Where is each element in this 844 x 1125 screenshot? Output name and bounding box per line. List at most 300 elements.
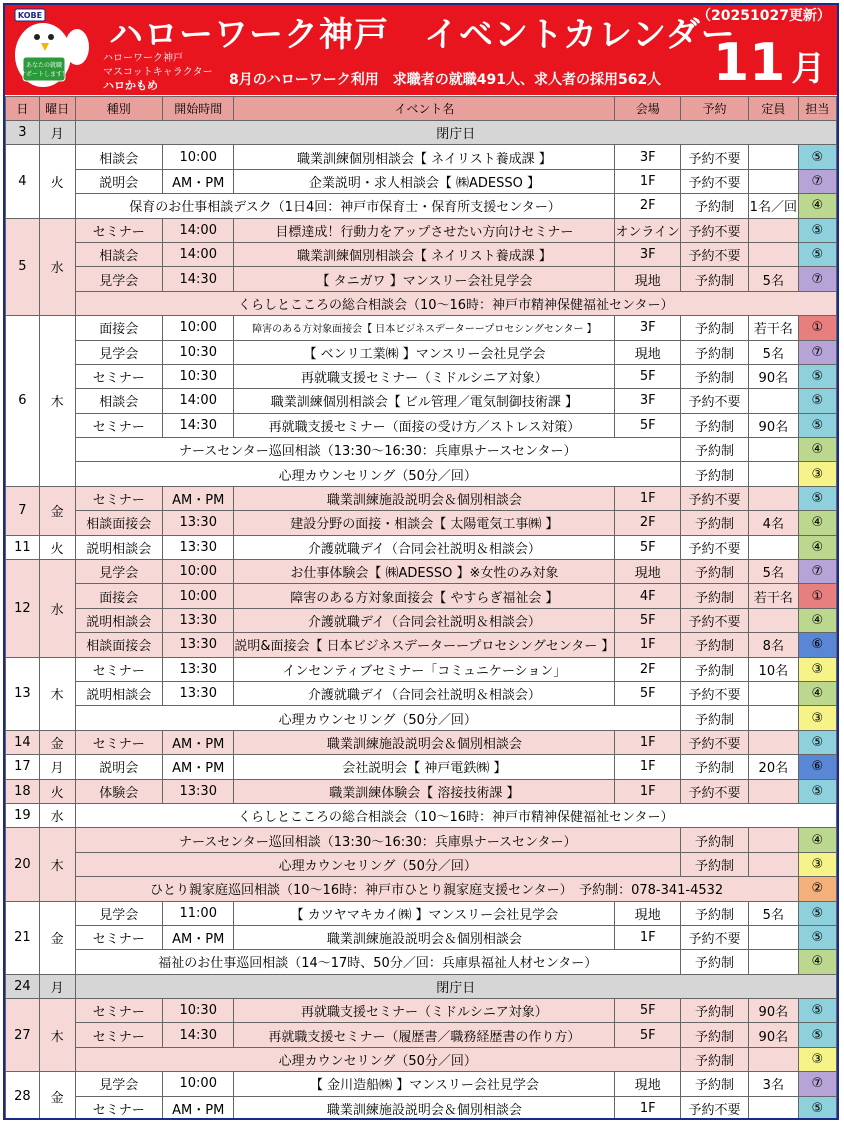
- capacity-cell: 5名: [748, 267, 798, 291]
- capacity-cell: 90名: [748, 413, 798, 437]
- staff-cell: ③: [798, 1047, 836, 1071]
- event-name-cell: 再就職支援セミナー（ミドルシニア対象）: [234, 364, 615, 388]
- table-row: [6, 1047, 837, 1071]
- type-cell: 相談面接会: [75, 511, 163, 535]
- event-name-cell: インセンティブセミナー「コミュニケーション」: [234, 657, 615, 681]
- month-number: 11: [713, 33, 786, 93]
- column-header: 開始時間: [163, 97, 234, 121]
- venue-cell: 5F: [615, 364, 681, 388]
- day-cell: 21: [6, 901, 40, 974]
- capacity-cell: [748, 730, 798, 754]
- table-row: [6, 218, 837, 242]
- weekday-cell: 木: [39, 316, 75, 487]
- start-time-cell: AM・PM: [163, 925, 234, 949]
- type-cell: 見学会: [75, 1072, 163, 1096]
- start-time-cell: 14:00: [163, 218, 234, 242]
- capacity-cell: [748, 218, 798, 242]
- day-cell: 7: [6, 486, 40, 535]
- start-time-cell: 13:30: [163, 608, 234, 632]
- capacity-cell: 90名: [748, 999, 798, 1023]
- event-name-cell: 目標達成！行動力をアップさせたい方向けセミナー: [234, 218, 615, 242]
- capacity-cell: [748, 779, 798, 803]
- staff-cell: ⑤: [798, 389, 836, 413]
- page-title: ハローワーク神戸 イベントカレンダー: [109, 15, 736, 55]
- event-name-cell: 【 ベンリ工業㈱ 】マンスリー会社見学会: [234, 340, 615, 364]
- day-cell: 12: [6, 560, 40, 658]
- table-row: [6, 1072, 837, 1096]
- venue-cell: 5F: [615, 1023, 681, 1047]
- header-office-name: ハローワーク神戸: [103, 53, 183, 64]
- reservation-cell: 予約不要: [681, 779, 749, 803]
- column-header: 種別: [75, 97, 163, 121]
- table-row: [6, 1023, 837, 1047]
- table-row: [6, 267, 837, 291]
- day-cell: 17: [6, 755, 40, 779]
- table-row: [6, 755, 837, 779]
- staff-cell: ⑦: [798, 340, 836, 364]
- venue-cell: 現地: [615, 267, 681, 291]
- start-time-cell: AM・PM: [163, 730, 234, 754]
- reservation-cell: 予約制: [681, 633, 749, 657]
- table-row: [6, 950, 837, 974]
- capacity-cell: [748, 1096, 798, 1120]
- staff-cell: ⑤: [798, 730, 836, 754]
- venue-cell: 現地: [615, 560, 681, 584]
- type-cell: セミナー: [75, 413, 163, 437]
- staff-cell: ③: [798, 706, 836, 730]
- table-row: [6, 121, 837, 145]
- start-time-cell: 10:00: [163, 560, 234, 584]
- table-row: [6, 901, 837, 925]
- venue-cell: 2F: [615, 657, 681, 681]
- staff-cell: ②: [798, 877, 836, 901]
- venue-cell: 5F: [615, 535, 681, 559]
- staff-cell: ①: [798, 584, 836, 608]
- table-row: [6, 974, 837, 998]
- reservation-cell: 予約不要: [681, 242, 749, 266]
- type-cell: 見学会: [75, 560, 163, 584]
- event-name-cell: お仕事体験会【 ㈱ADESSO 】※女性のみ対象: [234, 560, 615, 584]
- staff-cell: ⑤: [798, 901, 836, 925]
- capacity-cell: [748, 608, 798, 632]
- weekday-cell: 木: [39, 657, 75, 730]
- event-name-cell: ひとり親家庭巡回相談（10～16時：神戸市ひとり親家庭支援センター） 予約制：078-341-4532: [75, 877, 798, 901]
- reservation-cell: 予約制: [681, 340, 749, 364]
- event-name-cell: 介護就職デイ（合同会社説明＆相談会）: [234, 608, 615, 632]
- event-name-cell: 【 金川造船㈱ 】マンスリー会社見学会: [234, 1072, 615, 1096]
- type-cell: セミナー: [75, 730, 163, 754]
- capacity-cell: [748, 169, 798, 193]
- venue-cell: 1F: [615, 779, 681, 803]
- type-cell: セミナー: [75, 218, 163, 242]
- event-name-cell: 職業訓練体験会【 溶接技術課 】: [234, 779, 615, 803]
- event-name-cell: 障害のある方対象面接会【 やすらぎ福祉会 】: [234, 584, 615, 608]
- type-cell: 相談会: [75, 389, 163, 413]
- start-time-cell: AM・PM: [163, 486, 234, 510]
- staff-cell: ⑤: [798, 242, 836, 266]
- column-header: 担当: [798, 97, 836, 121]
- type-cell: 面接会: [75, 584, 163, 608]
- event-name-cell: 職業訓練施設説明会＆個別相談会: [234, 730, 615, 754]
- event-name-cell: 再就職支援セミナー（面接の受け方／ストレス対策）: [234, 413, 615, 437]
- day-cell: 20: [6, 828, 40, 901]
- reservation-cell: 予約制: [681, 999, 749, 1023]
- column-header: 曜日: [39, 97, 75, 121]
- capacity-cell: [748, 828, 798, 852]
- capacity-cell: [748, 486, 798, 510]
- capacity-cell: 20名: [748, 755, 798, 779]
- capacity-cell: 若干名: [748, 316, 798, 340]
- start-time-cell: 10:00: [163, 145, 234, 169]
- table-row: [6, 340, 837, 364]
- venue-cell: 3F: [615, 389, 681, 413]
- venue-cell: 3F: [615, 316, 681, 340]
- event-name-cell: ナースセンター巡回相談（13:30～16:30：兵庫県ナースセンター）: [75, 828, 681, 852]
- staff-cell: ⑤: [798, 999, 836, 1023]
- weekday-cell: 月: [39, 974, 75, 998]
- capacity-cell: 10名: [748, 657, 798, 681]
- staff-cell: ⑤: [798, 218, 836, 242]
- table-row: [6, 364, 837, 388]
- table-row: [6, 584, 837, 608]
- weekday-cell: 水: [39, 560, 75, 658]
- start-time-cell: AM・PM: [163, 169, 234, 193]
- capacity-cell: 1名／回: [748, 194, 798, 218]
- start-time-cell: 13:30: [163, 511, 234, 535]
- start-time-cell: 13:30: [163, 633, 234, 657]
- event-name-cell: 心理カウンセリング（50分／回）: [75, 462, 681, 486]
- type-cell: セミナー: [75, 999, 163, 1023]
- event-name-cell: 福祉のお仕事巡回相談（14～17時、50分／回：兵庫県福祉人材センター）: [75, 950, 681, 974]
- venue-cell: 2F: [615, 194, 681, 218]
- reservation-cell: 予約制: [681, 755, 749, 779]
- capacity-cell: 4名: [748, 511, 798, 535]
- reservation-cell: 予約制: [681, 511, 749, 535]
- weekday-cell: 木: [39, 828, 75, 901]
- updated-date: （20251027更新）: [697, 8, 831, 24]
- table-row: [6, 535, 837, 559]
- staff-cell: ⑤: [798, 486, 836, 510]
- reservation-cell: 予約制: [681, 194, 749, 218]
- reservation-cell: 予約制: [681, 364, 749, 388]
- reservation-cell: 予約制: [681, 560, 749, 584]
- reservation-cell: 予約制: [681, 657, 749, 681]
- weekday-cell: 金: [39, 730, 75, 754]
- weekday-cell: 木: [39, 999, 75, 1072]
- start-time-cell: 14:30: [163, 267, 234, 291]
- type-cell: 説明会: [75, 169, 163, 193]
- start-time-cell: 14:00: [163, 242, 234, 266]
- table-row: [6, 462, 837, 486]
- event-name-cell: 職業訓練施設説明会＆個別相談会: [234, 486, 615, 510]
- type-cell: 相談面接会: [75, 633, 163, 657]
- venue-cell: オンライン: [615, 218, 681, 242]
- staff-cell: ③: [798, 657, 836, 681]
- capacity-cell: 5名: [748, 340, 798, 364]
- type-cell: 見学会: [75, 340, 163, 364]
- day-cell: 19: [6, 803, 40, 827]
- day-cell: 4: [6, 145, 40, 218]
- table-row: [6, 560, 837, 584]
- reservation-cell: 予約不要: [681, 535, 749, 559]
- start-time-cell: 13:30: [163, 681, 234, 705]
- column-header: 日: [6, 97, 40, 121]
- capacity-cell: 90名: [748, 364, 798, 388]
- type-cell: セミナー: [75, 486, 163, 510]
- column-header: 会場: [615, 97, 681, 121]
- table-row: [6, 852, 837, 876]
- staff-cell: ③: [798, 852, 836, 876]
- svg-text:あなたの就職: あなたの就職: [25, 62, 63, 69]
- day-cell: 3: [6, 121, 40, 145]
- staff-cell: ④: [798, 681, 836, 705]
- type-cell: セミナー: [75, 925, 163, 949]
- reservation-cell: 予約制: [681, 1047, 749, 1071]
- reservation-cell: 予約不要: [681, 925, 749, 949]
- table-row: [6, 828, 837, 852]
- table-row: [6, 194, 837, 218]
- reservation-cell: 予約制: [681, 706, 749, 730]
- type-cell: 説明相談会: [75, 608, 163, 632]
- staff-cell: ⑦: [798, 267, 836, 291]
- reservation-cell: 予約不要: [681, 1096, 749, 1120]
- reservation-cell: 予約制: [681, 438, 749, 462]
- event-name-cell: 職業訓練個別相談会【 ネイリスト養成課 】: [234, 242, 615, 266]
- weekday-cell: 金: [39, 1072, 75, 1120]
- staff-cell: ⑤: [798, 364, 836, 388]
- weekday-cell: 月: [39, 121, 75, 145]
- venue-cell: 現地: [615, 340, 681, 364]
- table-row: [6, 438, 837, 462]
- capacity-cell: [748, 950, 798, 974]
- start-time-cell: 10:30: [163, 999, 234, 1023]
- venue-cell: 現地: [615, 901, 681, 925]
- table-row: [6, 681, 837, 705]
- type-cell: 説明相談会: [75, 535, 163, 559]
- table-row: [6, 145, 837, 169]
- day-cell: 18: [6, 779, 40, 803]
- capacity-cell: 3名: [748, 1072, 798, 1096]
- reservation-cell: 予約不要: [681, 218, 749, 242]
- type-cell: 説明相談会: [75, 681, 163, 705]
- weekday-cell: 火: [39, 779, 75, 803]
- venue-cell: 5F: [615, 681, 681, 705]
- event-name-cell: 【 カツヤマキカイ㈱ 】マンスリー会社見学会: [234, 901, 615, 925]
- start-time-cell: AM・PM: [163, 1096, 234, 1120]
- capacity-cell: [748, 389, 798, 413]
- weekday-cell: 月: [39, 755, 75, 779]
- venue-cell: 1F: [615, 755, 681, 779]
- event-name-cell: ナースセンター巡回相談（13:30～16:30：兵庫県ナースセンター）: [75, 438, 681, 462]
- event-name-cell: くらしとこころの総合相談会（10～16時：神戸市精神保健福祉センター）: [75, 803, 837, 827]
- event-name-cell: 介護就職デイ（合同会社説明＆相談会）: [234, 681, 615, 705]
- table-row: [6, 389, 837, 413]
- staff-cell: ⑤: [798, 925, 836, 949]
- staff-cell: ④: [798, 950, 836, 974]
- column-header: 定員: [748, 97, 798, 121]
- table-row: [6, 316, 837, 340]
- type-cell: 見学会: [75, 901, 163, 925]
- event-name-cell: 保育のお仕事相談デスク（1日4回：神戸市保育士・保育所支援センター）: [75, 194, 615, 218]
- capacity-cell: [748, 852, 798, 876]
- day-cell: 14: [6, 730, 40, 754]
- table-row: [6, 486, 837, 510]
- svg-text:サポートします！: サポートします！: [19, 71, 69, 78]
- event-name-cell: 会社説明会【 神戸電鉄㈱ 】: [234, 755, 615, 779]
- svg-text:KOBE: KOBE: [17, 11, 43, 20]
- venue-cell: 3F: [615, 242, 681, 266]
- start-time-cell: 10:00: [163, 584, 234, 608]
- staff-cell: ⑦: [798, 169, 836, 193]
- staff-cell: ③: [798, 462, 836, 486]
- capacity-cell: 8名: [748, 633, 798, 657]
- day-cell: 27: [6, 999, 40, 1072]
- capacity-cell: [748, 462, 798, 486]
- closed-day-cell: 閉庁日: [75, 121, 837, 145]
- table-row: [6, 657, 837, 681]
- start-time-cell: 13:30: [163, 657, 234, 681]
- day-cell: 13: [6, 657, 40, 730]
- capacity-cell: [748, 706, 798, 730]
- start-time-cell: 10:30: [163, 364, 234, 388]
- table-row: [6, 730, 837, 754]
- staff-cell: ⑤: [798, 413, 836, 437]
- closed-day-cell: 閉庁日: [75, 974, 837, 998]
- reservation-cell: 予約制: [681, 828, 749, 852]
- reservation-cell: 予約不要: [681, 681, 749, 705]
- start-time-cell: AM・PM: [163, 755, 234, 779]
- event-name-cell: 企業説明・求人相談会【 ㈱ADESSO 】: [234, 169, 615, 193]
- reservation-cell: 予約制: [681, 1023, 749, 1047]
- staff-cell: ④: [798, 828, 836, 852]
- event-name-cell: 説明&面接会【 日本ビジネスデーターープロセシングセンター 】: [234, 633, 615, 657]
- weekday-cell: 火: [39, 145, 75, 218]
- reservation-cell: 予約制: [681, 584, 749, 608]
- event-calendar-table: [5, 96, 837, 1120]
- day-cell: 11: [6, 535, 40, 559]
- capacity-cell: [748, 145, 798, 169]
- type-cell: セミナー: [75, 364, 163, 388]
- weekday-cell: 金: [39, 901, 75, 974]
- venue-cell: 5F: [615, 413, 681, 437]
- mascot-name: ハロかもめ: [103, 79, 158, 92]
- staff-cell: ④: [798, 608, 836, 632]
- day-cell: 6: [6, 316, 40, 487]
- reservation-cell: 予約不要: [681, 608, 749, 632]
- table-row: [6, 706, 837, 730]
- reservation-cell: 予約不要: [681, 389, 749, 413]
- event-name-cell: 職業訓練施設説明会＆個別相談会: [234, 925, 615, 949]
- start-time-cell: 13:30: [163, 535, 234, 559]
- mascot-caption: マスコットキャラクター: [103, 67, 213, 78]
- capacity-cell: [748, 1047, 798, 1071]
- capacity-cell: 若干名: [748, 584, 798, 608]
- capacity-cell: [748, 681, 798, 705]
- type-cell: セミナー: [75, 1096, 163, 1120]
- table-row: [6, 511, 837, 535]
- type-cell: 相談会: [75, 145, 163, 169]
- type-cell: 説明会: [75, 755, 163, 779]
- start-time-cell: 10:00: [163, 1072, 234, 1096]
- staff-cell: ④: [798, 194, 836, 218]
- capacity-cell: [748, 438, 798, 462]
- start-time-cell: 13:30: [163, 779, 234, 803]
- staff-cell: ①: [798, 316, 836, 340]
- weekday-cell: 水: [39, 803, 75, 827]
- staff-cell: ⑤: [798, 779, 836, 803]
- staff-cell: ⑦: [798, 560, 836, 584]
- staff-cell: ⑥: [798, 755, 836, 779]
- capacity-cell: [748, 535, 798, 559]
- table-row: [6, 169, 837, 193]
- reservation-cell: 予約不要: [681, 169, 749, 193]
- column-header: イベント名: [234, 97, 615, 121]
- event-name-cell: 【 タニガワ 】マンスリー会社見学会: [234, 267, 615, 291]
- type-cell: セミナー: [75, 1023, 163, 1047]
- month-label: [713, 33, 825, 99]
- reservation-cell: 予約制: [681, 950, 749, 974]
- event-name-cell: 職業訓練施設説明会＆個別相談会: [234, 1096, 615, 1120]
- start-time-cell: 11:00: [163, 901, 234, 925]
- reservation-cell: 予約制: [681, 901, 749, 925]
- capacity-cell: [748, 925, 798, 949]
- column-header: 予約: [681, 97, 749, 121]
- reservation-cell: 予約不要: [681, 730, 749, 754]
- table-row: [6, 291, 837, 315]
- table-row: [6, 803, 837, 827]
- capacity-cell: 5名: [748, 560, 798, 584]
- event-name-cell: 障害のある方対象面接会【 日本ビジネスデーターープロセシングセンター 】: [234, 316, 615, 340]
- event-name-cell: くらしとこころの総合相談会（10～16時：神戸市精神保健福祉センター）: [75, 291, 837, 315]
- event-name-cell: 心理カウンセリング（50分／回）: [75, 1047, 681, 1071]
- header-banner: [5, 5, 837, 95]
- type-cell: 面接会: [75, 316, 163, 340]
- day-cell: 5: [6, 218, 40, 316]
- weekday-cell: 火: [39, 535, 75, 559]
- venue-cell: 1F: [615, 169, 681, 193]
- table-row: [6, 779, 837, 803]
- reservation-cell: 予約制: [681, 267, 749, 291]
- capacity-cell: 5名: [748, 901, 798, 925]
- start-time-cell: 10:30: [163, 340, 234, 364]
- staff-cell: ⑤: [798, 145, 836, 169]
- reservation-cell: 予約制: [681, 316, 749, 340]
- usage-summary: 8月のハローワーク利用 求職者の就職491人、求人者の採用562人: [229, 72, 662, 88]
- event-name-cell: 職業訓練個別相談会【 ネイリスト養成課 】: [234, 145, 615, 169]
- venue-cell: 1F: [615, 925, 681, 949]
- type-cell: 見学会: [75, 267, 163, 291]
- venue-cell: 1F: [615, 486, 681, 510]
- venue-cell: 1F: [615, 730, 681, 754]
- start-time-cell: 10:00: [163, 316, 234, 340]
- staff-cell: ④: [798, 535, 836, 559]
- event-name-cell: 再就職支援セミナー（ミドルシニア対象）: [234, 999, 615, 1023]
- weekday-cell: 金: [39, 486, 75, 535]
- venue-cell: 2F: [615, 511, 681, 535]
- event-name-cell: 建設分野の面接・相談会【 太陽電気工事㈱ 】: [234, 511, 615, 535]
- reservation-cell: 予約制: [681, 1072, 749, 1096]
- table-row: [6, 608, 837, 632]
- table-row: [6, 925, 837, 949]
- event-name-cell: 職業訓練個別相談会【 ビル管理／電気制御技術課 】: [234, 389, 615, 413]
- venue-cell: 5F: [615, 608, 681, 632]
- capacity-cell: [748, 242, 798, 266]
- venue-cell: 1F: [615, 633, 681, 657]
- staff-cell: ⑤: [798, 1023, 836, 1047]
- event-name-cell: 再就職支援セミナー（履歴書／職務経歴書の作り方）: [234, 1023, 615, 1047]
- event-name-cell: 心理カウンセリング（50分／回）: [75, 706, 681, 730]
- staff-cell: ④: [798, 438, 836, 462]
